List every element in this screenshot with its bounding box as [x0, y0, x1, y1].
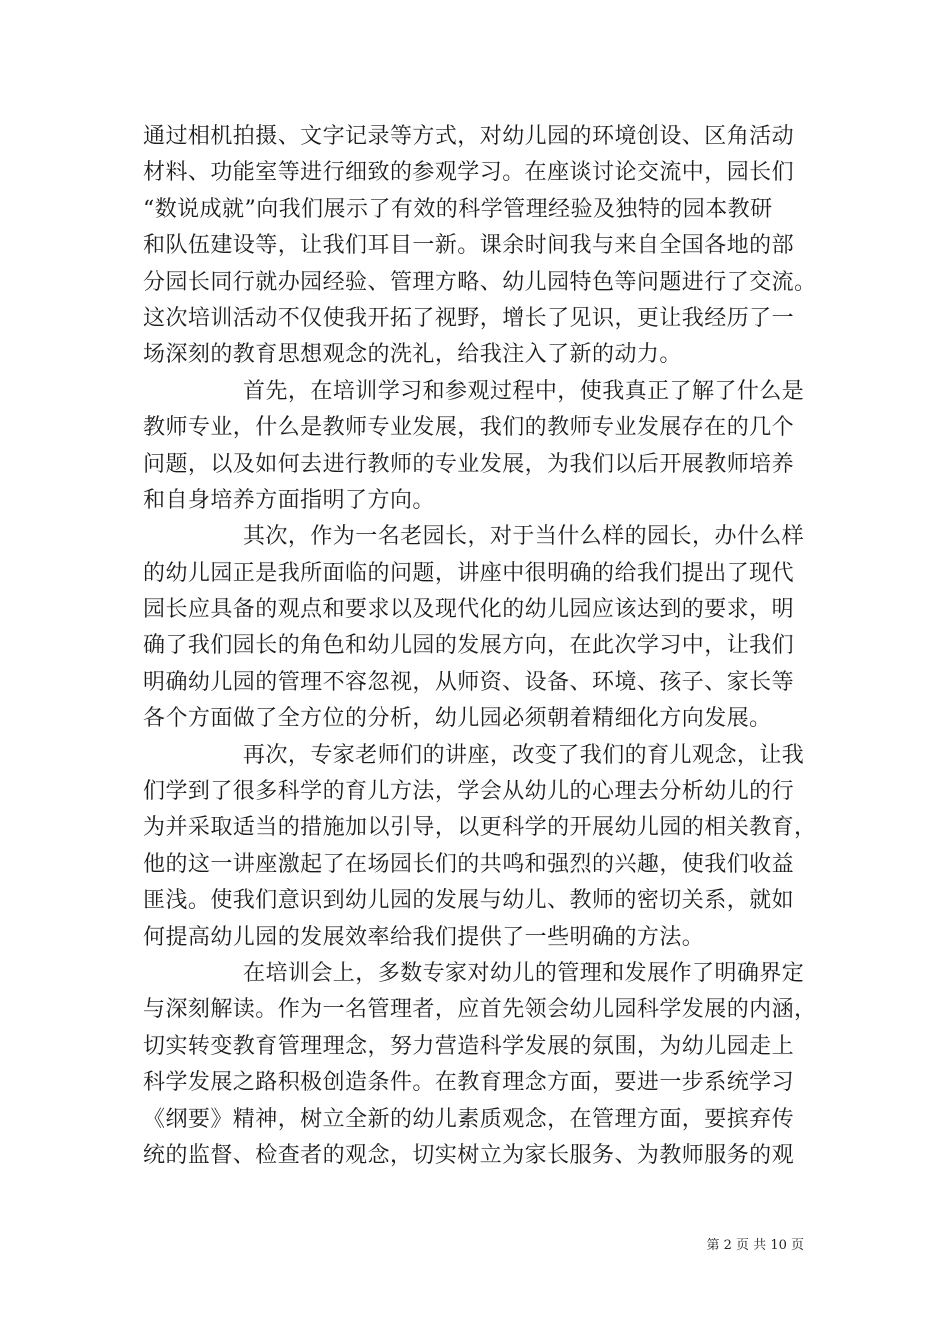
text-line: 们学到了很多科学的育儿方法，学会从幼儿的心理去分析幼儿的行	[143, 779, 795, 805]
text-line: 分园长同行就办园经验、管理方略、幼儿园特色等问题进行了交流。	[143, 269, 817, 295]
paragraph-first-line: 其次，作为一名老园长，对于当什么样的园长，办什么样	[243, 524, 805, 550]
page-number-footer: 第 2 页 共 10 页	[706, 1238, 804, 1253]
text-line: 园长应具备的观点和要求以及现代化的幼儿园应该达到的要求，明	[143, 597, 795, 623]
text-line: 这次培训活动不仅使我开拓了视野，增长了见识，更让我经历了一	[143, 305, 795, 331]
text-line: 确了我们园长的角色和幼儿园的发展方向，在此次学习中，让我们	[143, 633, 795, 659]
text-line: 通过相机拍摄、文字记录等方式，对幼儿园的环境创设、区角活动	[143, 124, 795, 149]
document-body	[143, 119, 817, 1174]
paragraph-first-line: 再次，专家老师们的讲座，改变了我们的育儿观念，让我	[243, 742, 805, 768]
paragraph-first-line: 在培训会上，多数专家对幼儿的管理和发展作了明确界定	[243, 960, 805, 986]
text-line: 明确幼儿园的管理不容忽视，从师资、设备、环境、孩子、家长等	[143, 669, 795, 695]
text-line: 和队伍建设等，让我们耳目一新。课余时间我与来自全国各地的部	[143, 233, 795, 259]
text-line: 材料、功能室等进行细致的参观学习。在座谈讨论交流中，园长们	[143, 160, 795, 186]
text-line: 匪浅。使我们意识到幼儿园的发展与幼儿、教师的密切关系，就如	[143, 888, 795, 914]
text-line: 《纲要》精神，树立全新的幼儿素质观念，在管理方面，要摈弃传	[143, 1106, 795, 1132]
text-line: 和自身培养方面指明了方向。	[143, 487, 435, 513]
text-line: 教师专业，什么是教师专业发展，我们的教师专业发展存在的几个	[143, 415, 795, 441]
text-line: 问题，以及如何去进行教师的专业发展，为我们以后开展教师培养	[143, 451, 795, 477]
text-line: 何提高幼儿园的发展效率给我们提供了一些明确的方法。	[143, 924, 705, 950]
text-line: 统的监督、检查者的观念，切实树立为家长服务、为教师服务的观	[143, 1142, 795, 1168]
text-line: 切实转变教育管理理念，努力营造科学发展的氛围，为幼儿园走上	[143, 1033, 795, 1059]
text-line: 的幼儿园正是我所面临的问题，讲座中很明确的给我们提出了现代	[143, 560, 795, 586]
text-line: 科学发展之路积极创造条件。在教育理念方面，要进一步系统学习	[143, 1070, 795, 1096]
text-line: 场深刻的教育思想观念的洗礼，给我注入了新的动力。	[143, 342, 682, 368]
text-line: 为并采取适当的措施加以引导，以更科学的开展幼儿园的相关教育，	[143, 815, 817, 841]
text-line: 他的这一讲座激起了在场园长们的共鸣和强烈的兴趣，使我们收益	[143, 851, 795, 877]
text-line: 各个方面做了全方位的分析，幼儿园必须朝着精细化方向发展。	[143, 706, 772, 732]
text-line: “数说成就”向我们展示了有效的科学管理经验及独特的园本教研	[143, 196, 773, 222]
paragraph-first-line: 首先，在培训学习和参观过程中，使我真正了解了什么是	[243, 378, 805, 404]
text-line: 与深刻解读。作为一名管理者，应首先领会幼儿园科学发展的内涵，	[143, 997, 817, 1023]
